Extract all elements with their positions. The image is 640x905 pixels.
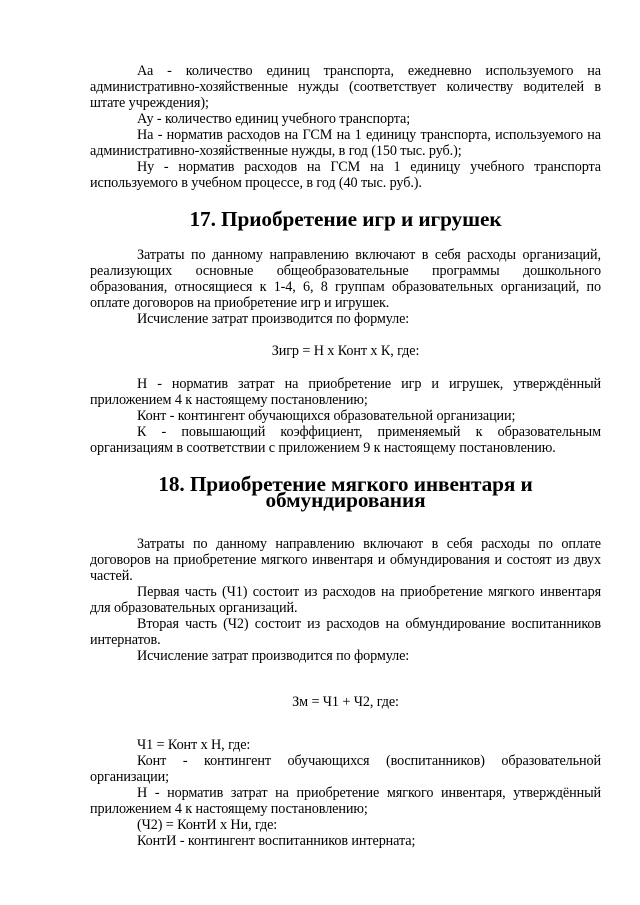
definition-ny: Ну - норматив расходов на ГСМ на 1 единицу учебного транспорта используемого в учебном процессе, в год (40 тыс. руб.). (90, 159, 601, 191)
definition-na: На - норматив расходов на ГСМ на 1 единицу транспорта, используемого на административно-хозяйственные нужды, в год (150 тыс. руб.); (90, 127, 601, 159)
section-18-part-2: Вторая часть (Ч2) состоит из расходов на обмундирование воспитанников интернатов. (90, 616, 601, 648)
section-18-definition-n: Н - норматив затрат на приобретение мягкого инвентаря, утверждённый приложением 4 к настоящему постановлению; (90, 785, 601, 817)
section-18-ch1-formula: Ч1 = Конт х Н, где: (137, 737, 251, 753)
document-body (90, 63, 601, 849)
section-17-heading: 17. Приобретение игр и игрушек (189, 207, 502, 231)
section-17-definition-n: Н - норматив затрат на приобретение игр и игрушек, утверждённый приложением 4 к настоящему постановлению; (90, 376, 601, 408)
section-17-intro: Затраты по данному направлению включают в себя расходы организаций, реализующих основные общеобразовательные программы дошкольного образования, относящиеся к 1-4, 6, 8 группам образовательных организаций, по оплате договоров на приобретение игр и игрушек. (90, 247, 601, 311)
section-17-definition-kont: Конт - контингент обучающихся образовательной организации; (137, 408, 516, 424)
section-17-formula: Зигр = Н х Конт х К, где: (271, 343, 420, 359)
section-18-formula: Зм = Ч1 + Ч2, где: (292, 694, 399, 710)
section-18-heading: 18. Приобретение мягкого инвентаря и обмундирования (158, 472, 533, 512)
section-18-ch2-formula: (Ч2) = КонтИ х Ни, где: (137, 817, 278, 833)
section-18-definition-konti: КонтИ - контингент воспитанников интерната; (137, 833, 416, 849)
section-18-definition-kont: Конт - контингент обучающихся (воспитанников) образовательной организации; (90, 753, 601, 785)
section-18-part-1: Первая часть (Ч1) состоит из расходов на приобретение мягкого инвентаря для образовательных организаций. (90, 584, 601, 616)
section-18-intro: Затраты по данному направлению включают в себя расходы по оплате договоров на приобретение мягкого инвентаря и обмундирования и состоят из двух частей. (90, 536, 601, 584)
section-17-calc-note: Исчисление затрат производится по формуле: (137, 311, 410, 327)
definition-ay: Ау - количество единиц учебного транспорта; (137, 111, 411, 127)
definition-aa: Аа - количество единиц транспорта, ежедневно используемого на административно-хозяйственные нужды (соответствует количеству водителей в штате учреждения); (90, 63, 601, 111)
section-18-calc-note: Исчисление затрат производится по формуле: (137, 648, 410, 664)
section-17-definition-k: К - повышающий коэффициент, применяемый к образовательным организациям в соответствии с приложением 9 к настоящему постановлению. (90, 424, 601, 456)
